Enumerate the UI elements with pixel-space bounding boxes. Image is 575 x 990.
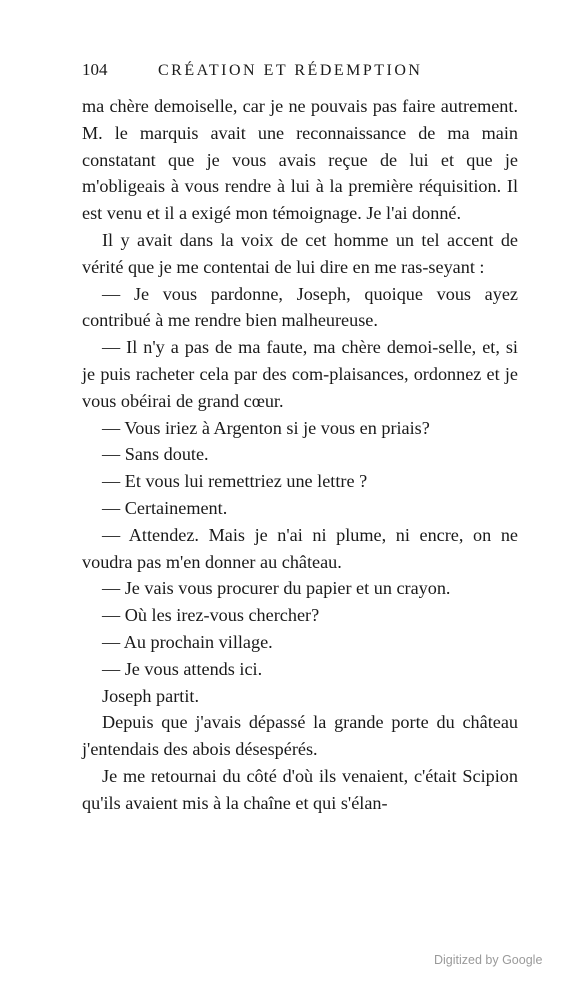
paragraph: — Je vous pardonne, Joseph, quoique vous ayez contribué à me rendre bien malheureuse. [82, 283, 518, 331]
paragraph: Je me retournai du côté d'où ils venaient, c'était Scipion qu'ils avaient mis à la chaîne et qui s'élan- [82, 765, 518, 813]
paragraph: — Certainement. [102, 497, 228, 518]
paragraph: — Il n'y a pas de ma faute, ma chère demoi-selle, et, si je puis racheter cela par des com-plaisances, ordonnez et je vous obéirai de grand cœur. [82, 337, 518, 411]
paragraph: — Et vous lui remettriez une lettre ? [102, 471, 368, 492]
paragraph: ma chère demoiselle, car je ne pouvais pas faire autrement. M. le marquis avait une reconnaissance de ma main constatant que je vous avais reçue de lui et que je m'obligeais à vous rendre à lui à la première réquisition. Il est venu et il a exigé mon témoignage. Je l'ai donné. [82, 96, 518, 224]
paragraph: — Où les irez-vous chercher? [102, 605, 320, 626]
paragraph: Il y avait dans la voix de cet homme un tel accent de vérité que je me contentai de lui dire en me ras-seyant : [82, 229, 518, 277]
paragraph: — Sans doute. [102, 444, 209, 465]
paragraph: — Au prochain village. [102, 631, 273, 652]
book-page [82, 60, 518, 817]
paragraph: — Vous iriez à Argenton si je vous en priais? [102, 417, 430, 438]
paragraph: Depuis que j'avais dépassé la grande porte du château j'entendais des abois désespérés. [82, 712, 518, 760]
paragraph: — Je vais vous procurer du papier et un crayon. [102, 578, 451, 599]
paragraph: Joseph partit. [102, 685, 199, 706]
paragraph: — Je vous attends ici. [102, 658, 263, 679]
paragraph: — Attendez. Mais je n'ai ni plume, ni encre, on ne voudra pas m'en donner au château. [82, 524, 518, 572]
page-header [82, 60, 518, 90]
watermark: Digitized by Google [434, 953, 543, 967]
body-text [82, 93, 518, 817]
running-title: CRÉATION ET RÉDEMPTION [158, 62, 423, 79]
page-number: 104 [82, 60, 108, 79]
